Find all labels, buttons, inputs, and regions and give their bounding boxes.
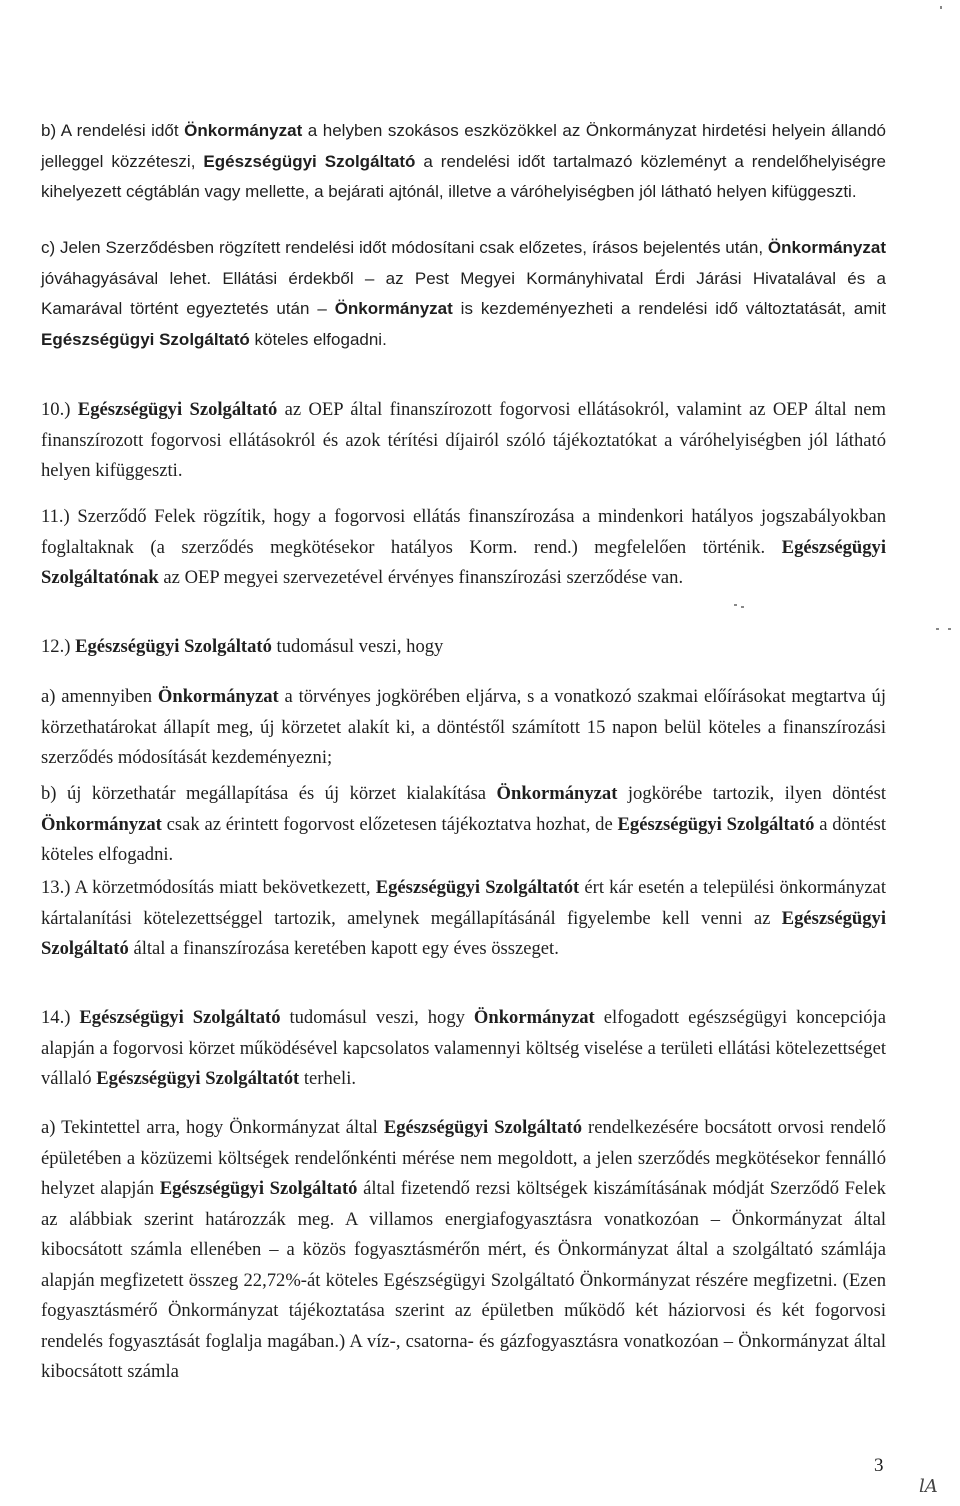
paragraph-pont-12-b <box>41 779 886 871</box>
paragraph-text: az OEP által finanszírozott fogorvosi ellátásokról, valamint az OEP által nem finanszírozott fogorvosi ellátásokról és azok térítési díjairól szóló tájékoztatókat a váróhelyiségben jól látható helyen kifüggeszti. <box>41 399 886 481</box>
paragraph-text: 11.) Szerződő Felek rögzítik, hogy a fogorvosi ellátás finanszírozása a mindenkori hatályos jogszabályokban foglaltaknak (a szerződés megkötésekor hatályos Korm. rend.) megfelelően történik. <box>41 506 886 558</box>
paragraph-text: b) A rendelési időt <box>41 121 185 140</box>
paragraph-text: a) amennyiben <box>41 686 158 707</box>
paragraph-text: tudomásul veszi, hogy <box>271 636 444 657</box>
bold-term: Egészségügyi Szolgáltató <box>41 907 886 959</box>
paragraph-text: a) Tekintettel arra, hogy Önkormányzat által <box>41 1117 384 1138</box>
page-number: 3 <box>874 1455 884 1476</box>
paragraph-c-rendelesi-ido-modositas <box>41 233 886 355</box>
paragraph-text: terheli. <box>299 1068 357 1089</box>
paragraph-pont-12-a <box>41 682 886 774</box>
bold-term: Egészségügyi Szolgáltató <box>383 1117 582 1138</box>
paragraph-pont-14 <box>41 1003 886 1095</box>
paragraph-text: c) Jelen Szerződésben rögzített rendelési időt módosítani csak előzetes, írásos bejelentés után, <box>41 238 768 257</box>
paragraph-text: jogkörébe tartozik, ilyen döntést <box>617 783 886 804</box>
paragraph-text: 13.) A körzetmódosítás miatt bekövetkezett, <box>41 877 376 898</box>
bold-term: Önkormányzat <box>41 813 162 835</box>
bold-term: Egészségügyi Szolgáltatónak <box>41 536 886 588</box>
paragraph-text: által fizetendő rezsi költségek kiszámításának módját Szerződő Felek az alábbiak szerint határozzák meg. A villamos energiafogyasztásra vonatkozóan – Önkormányzat által kibocsátott számla ellenében – a közös fogyasztásmérőn mért, és Önkormányzat által a szolgáltató számlája alapján megfizetett összeg 22,72%-át köteles Egészségügyi Szolgáltató Önkormányzat részére megfizetni. (Ezen fogyasztásmérő Önkormányzat tájékoztatása szerint az épületben működő két háziorvosi és két fogorvosi rendelés fogyasztását foglalja magában.) A víz-, csatorna- és gázfogyasztásra vonatkozóan – Önkormányzat által kibocsátott számla <box>41 1178 886 1382</box>
paragraph-text: ért kár esetén a települési önkormányzat kártalanítási kötelezettséggel tartozik, amelynek megállapításánál figyelembe kell venni az <box>41 877 886 929</box>
paragraph-text: csak az érintett fogorvost előzetesen tájékoztatva hozhat, de <box>161 813 618 835</box>
bold-term: Egészségügyi Szolgáltató <box>617 813 815 835</box>
bold-term: Egészségügyi Szolgáltató <box>159 1178 358 1199</box>
bold-term: Egészségügyi Szolgáltató <box>41 329 250 349</box>
handwritten-initials: lA <box>919 1476 938 1497</box>
paragraph-b-rendelesi-ido <box>41 116 886 208</box>
paragraph-text: tudomásul veszi, hogy <box>280 1007 474 1028</box>
paragraph-text: rendelkezésére bocsátott orvosi rendelő épületében a közüzemi költségek rendelőnkénti mérése nem megoldott, a jelen szerződés megkötésekor fennálló helyzet alapján <box>41 1117 886 1199</box>
scan-speck <box>734 604 737 606</box>
bold-term: Önkormányzat <box>184 121 303 140</box>
bold-term: Egészségügyi Szolgáltató <box>77 399 278 420</box>
paragraph-text: is kezdeményezheti a rendelési idő változtatását, amit <box>452 299 887 318</box>
paragraph-text: 14.) <box>41 1007 80 1028</box>
bold-term: Önkormányzat <box>157 686 279 707</box>
paragraph-text: a törvényes jogkörében eljárva, s a vonatkozó szakmai előírásokat megtartva új körzethatárokat állapít meg, új körzetet alakít ki, a döntéstől számított 15 napon belül köteles a finanszírozási szerződés módosítását kezdeményezni; <box>41 686 886 768</box>
paragraph-pont-10 <box>41 395 886 487</box>
paragraph-pont-11 <box>41 502 886 594</box>
paragraph-pont-13 <box>41 873 886 965</box>
paragraph-text: a döntést köteles elfogadni. <box>41 813 886 865</box>
paragraph-text: az OEP megyei szervezetével érvényes finanszírozási szerződése van. <box>158 567 684 588</box>
bold-term: Egészségügyi Szolgáltatót <box>375 877 580 898</box>
paragraph-text: jóváhagyásával lehet. Ellátási érdekből – az Pest Megyei Kormányhivatal Érdi Járási Hivatalával és a Kamarával történt egyeztetés után – <box>41 268 886 318</box>
scan-speck <box>940 6 942 9</box>
paragraph-text: 10.) <box>41 399 78 420</box>
bold-term: Egészségügyi Szolgáltatót <box>96 1068 300 1089</box>
scan-speck <box>936 628 939 630</box>
bold-term: Önkormányzat <box>767 238 886 257</box>
paragraph-text: a rendelési időt tartalmazó közleményt a rendelőhelyiségre kihelyezett cégtáblán vagy mellette, a bejárati ajtónál, illetve a váróhelyiségben jól látható helyen kifüggeszti. <box>41 151 887 201</box>
paragraph-text: 12.) <box>41 636 76 657</box>
bold-term: Önkormányzat <box>473 1007 595 1028</box>
paragraph-pont-12 <box>41 632 886 663</box>
bold-term: Önkormányzat <box>334 299 453 318</box>
paragraph-pont-14-a <box>41 1113 886 1388</box>
scan-speck <box>948 628 951 630</box>
paragraph-text: köteles elfogadni. <box>249 329 387 349</box>
scan-speck <box>741 606 744 608</box>
bold-term: Egészségügyi Szolgáltató <box>75 636 272 657</box>
paragraph-text: b) új körzethatár megállapítása és új körzet kialakítása <box>41 783 497 804</box>
paragraph-text: a helyben szokásos eszközökkel az Önkormányzat hirdetési helyein állandó jelleggel közzéteszi, <box>41 121 886 171</box>
bold-term: Egészségügyi Szolgáltató <box>79 1007 281 1028</box>
paragraph-text: által a finanszírozása keretében kapott egy éves összeget. <box>128 938 559 959</box>
bold-term: Önkormányzat <box>496 783 618 804</box>
paragraph-text: elfogadott egészségügyi koncepciója alapján a fogorvosi körzet működésével kapcsolatos valamennyi költség viselése a területi ellátási kötelezettséget vállaló <box>41 1007 886 1089</box>
bold-term: Egészségügyi Szolgáltató <box>203 151 416 171</box>
